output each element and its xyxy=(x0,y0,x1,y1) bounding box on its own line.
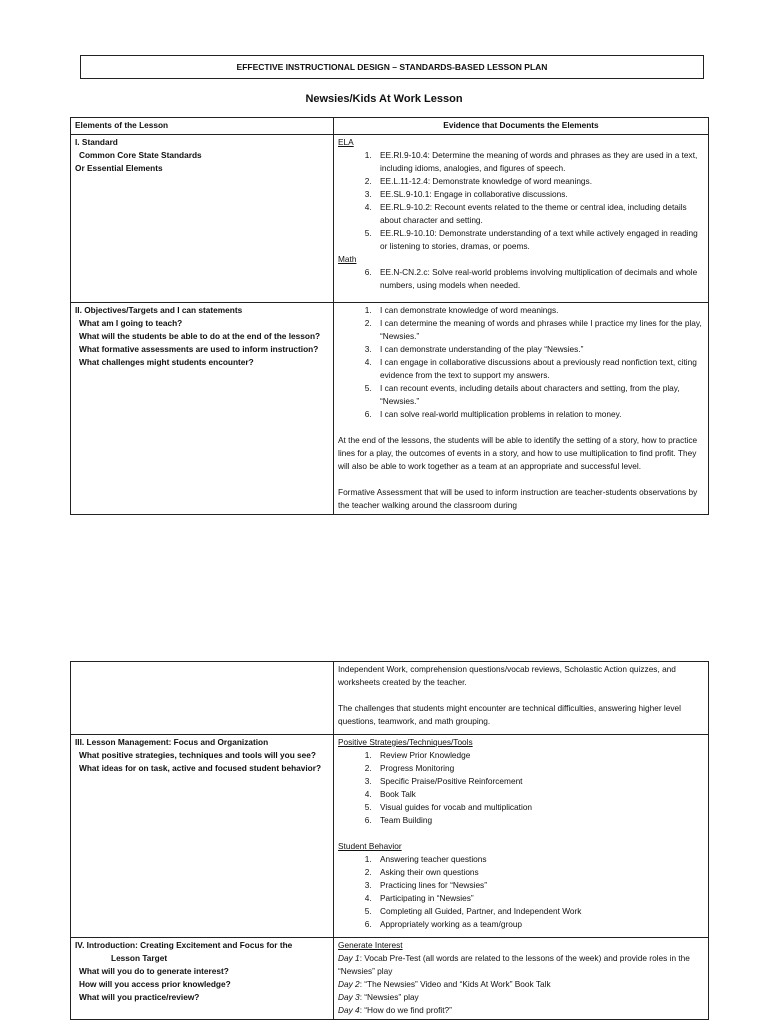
strategies-list xyxy=(338,749,704,827)
math-label: Math xyxy=(338,254,357,264)
day-text: : “The Newsies” Video and “Kids At Work” Book Talk xyxy=(359,979,551,989)
introduction-q1: What will you do to generate interest? xyxy=(79,966,229,976)
list-item: 3. EE.SL.9-10.1: Engage in collaborative discussions. xyxy=(374,188,704,201)
day-entry xyxy=(338,952,704,978)
list-item: 4. EE.RL.9-10.2: Recount events related to the theme or central idea, including details about character and setting. xyxy=(374,201,704,227)
standard-left-cell xyxy=(71,135,334,303)
objectives-heading: II. Objectives/Targets and I can statements xyxy=(75,305,243,315)
introduction-right-cell xyxy=(334,938,709,1020)
standard-sub2: Or Essential Elements xyxy=(75,163,163,173)
introduction-row xyxy=(71,938,709,1020)
list-item: 5. Completing all Guided, Partner, and Independent Work xyxy=(374,905,704,918)
day-entry xyxy=(338,1004,704,1017)
objectives-q2: What will the students be able to do at the end of the lesson? xyxy=(79,331,321,341)
list-item: 5. EE.RL.9-10.10: Demonstrate understanding of a text while actively engaged in reading or listening to stories, dramas, or poems. xyxy=(374,227,704,253)
day-entry xyxy=(338,978,704,991)
day-text: : Vocab Pre-Test (all words are related to the lessons of the week) and provide roles in the “Newsies” play xyxy=(338,953,690,976)
day-label: Day 3 xyxy=(338,992,360,1002)
list-item: 4. Participating in “Newsies” xyxy=(374,892,704,905)
management-right-cell xyxy=(334,735,709,938)
assessment-continued-paragraph: Independent Work, comprehension questions/vocab reviews, Scholastic Action quizzes, and worksheets created by the teacher. xyxy=(338,664,676,687)
objectives-q4: What challenges might students encounter? xyxy=(79,357,254,367)
day-entry xyxy=(338,991,704,1004)
header-evidence: Evidence that Documents the Elements xyxy=(334,118,709,135)
formative-assessment-paragraph: Formative Assessment that will be used to inform instruction are teacher-students observations by the teacher walking around the classroom during xyxy=(338,487,698,510)
behavior-list xyxy=(338,853,704,931)
management-q1: What positive strategies, techniques and tools will you see? xyxy=(79,750,316,760)
list-item: 3. Practicing lines for “Newsies” xyxy=(374,879,704,892)
objectives-continued-row xyxy=(71,662,709,735)
introduction-heading-line2: Lesson Target xyxy=(111,953,168,963)
standard-heading: I. Standard xyxy=(75,137,118,147)
day-label: Day 4 xyxy=(338,1005,360,1015)
objectives-left-cell xyxy=(71,303,334,515)
challenges-paragraph: The challenges that students might encounter are technical difficulties, answering higher level questions, teamwork, and math grouping. xyxy=(338,703,681,726)
strategies-label: Positive Strategies/Techniques/Tools xyxy=(338,737,473,747)
list-item: 6. EE.N-CN.2.c: Solve real-world problems involving multiplication of decimals and whole numbers, using models when needed. xyxy=(374,266,704,292)
continued-right-cell xyxy=(334,662,709,735)
ela-list xyxy=(338,149,704,253)
standard-row xyxy=(71,135,709,303)
list-item: 4. Book Talk xyxy=(374,788,704,801)
introduction-q2: How will you access prior knowledge? xyxy=(79,979,231,989)
list-item: 5. I can recount events, including details about characters and setting, from the play, “Newsies.” xyxy=(374,382,704,408)
list-item: 1. I can demonstrate knowledge of word meanings. xyxy=(374,304,704,317)
list-item: 1. Review Prior Knowledge xyxy=(374,749,704,762)
objectives-list xyxy=(338,304,704,421)
list-item: 6. Team Building xyxy=(374,814,704,827)
management-heading: III. Lesson Management: Focus and Organization xyxy=(75,737,269,747)
standard-right-cell xyxy=(334,135,709,303)
management-row xyxy=(71,735,709,938)
list-item: 6. Appropriately working as a team/group xyxy=(374,918,704,931)
list-item: 4. I can engage in collaborative discussions about a previously read nonfiction text, citing evidence from the text to support my answers. xyxy=(374,356,704,382)
objectives-q1: What am I going to teach? xyxy=(79,318,183,328)
management-left-cell xyxy=(71,735,334,938)
table-header-row xyxy=(71,118,709,135)
lesson-title: Newsies/Kids At Work Lesson xyxy=(305,93,463,105)
management-q2: What ideas for on task, active and focused student behavior? xyxy=(79,763,322,773)
day-text: : “How do we find profit?” xyxy=(359,1005,452,1015)
objectives-q3: What formative assessments are used to inform instruction? xyxy=(79,344,319,354)
header-elements: Elements of the Lesson xyxy=(71,118,334,135)
interest-label: Generate Interest xyxy=(338,940,403,950)
list-item: 3. I can demonstrate understanding of the play “Newsies.” xyxy=(374,343,704,356)
lesson-plan-table-page2 xyxy=(70,661,709,1020)
list-item: 5. Visual guides for vocab and multiplication xyxy=(374,801,704,814)
introduction-q3: What will you practice/review? xyxy=(79,992,200,1002)
introduction-left-cell xyxy=(71,938,334,1020)
objectives-right-cell xyxy=(334,303,709,515)
standard-sub1: Common Core State Standards xyxy=(79,150,202,160)
list-item: 2. Progress Monitoring xyxy=(374,762,704,775)
continued-left-cell xyxy=(71,662,334,735)
list-item: 2. Asking their own questions xyxy=(374,866,704,879)
day-label: Day 1 xyxy=(338,953,360,963)
list-item: 2. EE.L.11-12.4: Demonstrate knowledge of word meanings. xyxy=(374,175,704,188)
list-item: 1. EE.RI.9-10.4: Determine the meaning of words and phrases as they are used in a text, including idioms, analogies, and figures of speech. xyxy=(374,149,704,175)
document-header-title: EFFECTIVE INSTRUCTIONAL DESIGN – STANDARDS-BASED LESSON PLAN xyxy=(236,62,548,72)
day-label: Day 2 xyxy=(338,979,360,989)
document-header-box xyxy=(80,55,704,79)
objectives-outcome-paragraph: At the end of the lessons, the students will be able to identify the setting of a story, how to practice lines for a play, the outcomes of events in a story, and how to use multiplication to find profit. They will also be able to work together as a team at an appropriate and successful level. xyxy=(338,435,698,471)
lesson-plan-table-page1 xyxy=(70,117,709,515)
list-item: 6. I can solve real-world multiplication problems in relation to money. xyxy=(374,408,704,421)
day-text: : “Newsies” play xyxy=(359,992,419,1002)
introduction-heading-line1: IV. Introduction: Creating Excitement and Focus for the xyxy=(75,940,293,950)
behavior-label: Student Behavior xyxy=(338,841,402,851)
list-item: 1. Answering teacher questions xyxy=(374,853,704,866)
math-list xyxy=(338,266,704,292)
list-item: 2. I can determine the meaning of words and phrases while I practice my lines for the play, “Newsies.” xyxy=(374,317,704,343)
list-item: 3. Specific Praise/Positive Reinforcement xyxy=(374,775,704,788)
ela-label: ELA xyxy=(338,137,354,147)
objectives-row xyxy=(71,303,709,515)
